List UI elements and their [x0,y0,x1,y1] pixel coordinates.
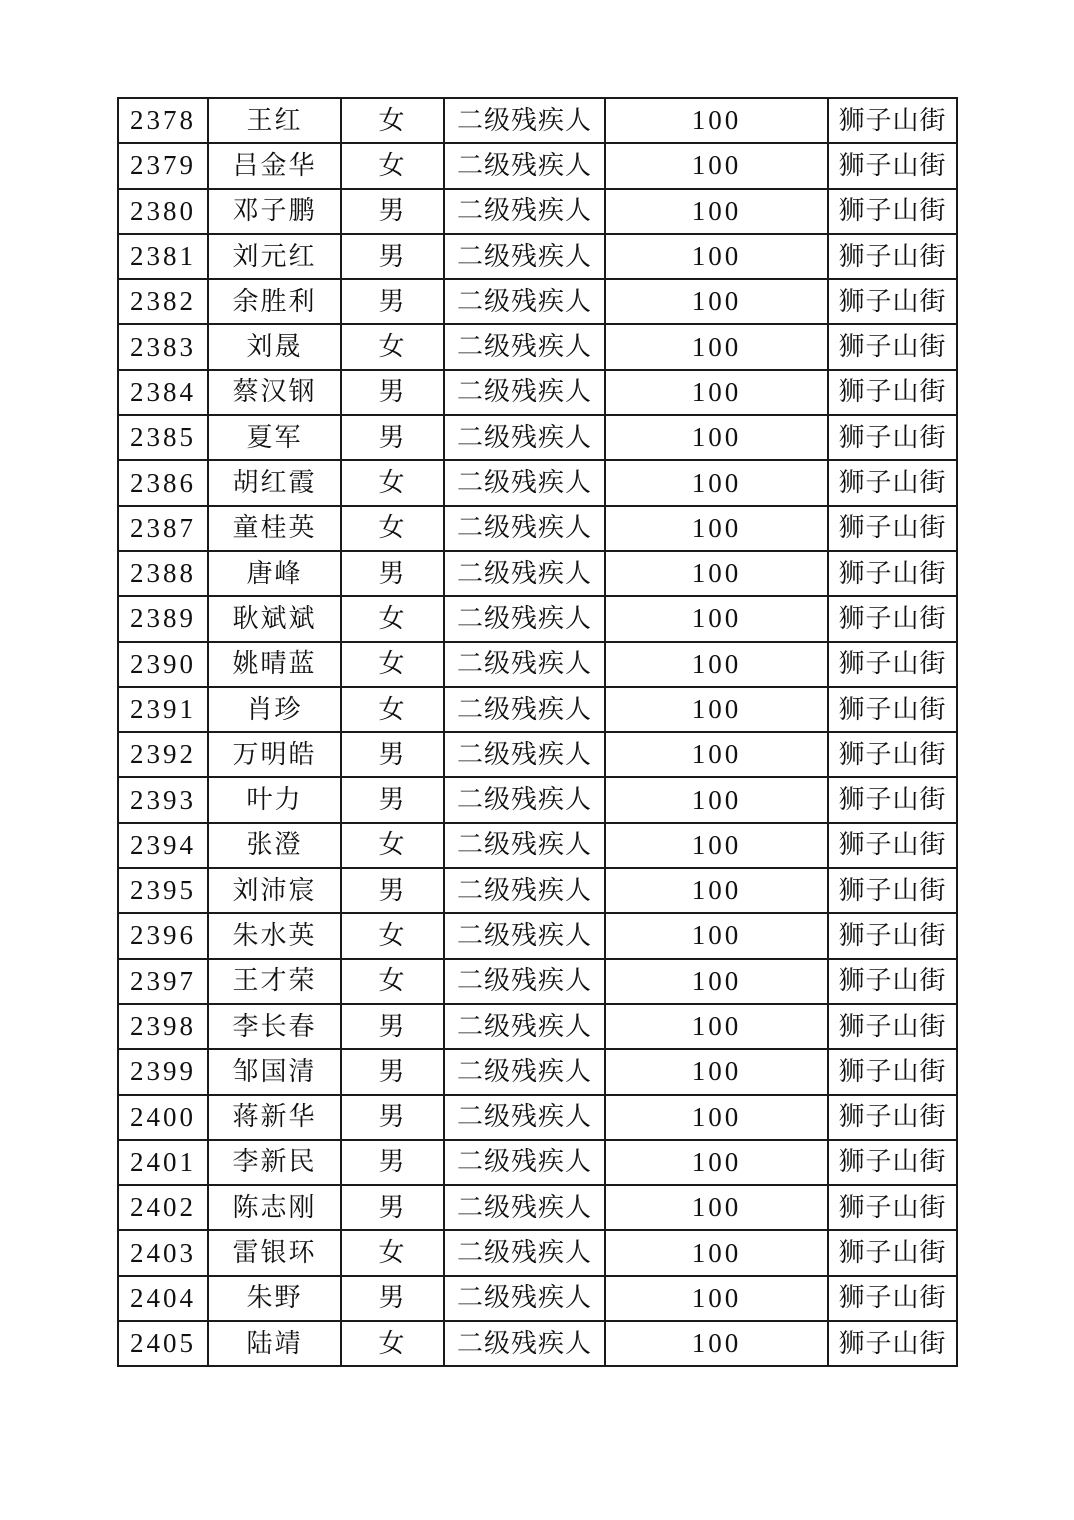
disability-category-cell: 二级残疾人 [444,777,605,822]
disability-category-cell: 二级残疾人 [444,596,605,641]
serial-number-cell: 2383 [118,324,208,369]
gender-cell: 女 [341,687,444,732]
amount-cell: 100 [605,687,828,732]
table-row [118,1276,957,1321]
person-name-cell: 万明皓 [208,732,341,777]
person-name-cell: 张澄 [208,823,341,868]
table-row [118,868,957,913]
table-row [118,98,957,143]
amount-cell: 100 [605,189,828,234]
street-cell: 狮子山街 [828,1140,957,1185]
table-row [118,279,957,324]
disability-category-cell: 二级残疾人 [444,1049,605,1094]
serial-number-cell: 2394 [118,823,208,868]
street-cell: 狮子山街 [828,868,957,913]
amount-cell: 100 [605,1321,828,1366]
street-cell: 狮子山街 [828,506,957,551]
gender-cell: 女 [341,823,444,868]
gender-cell: 男 [341,1095,444,1140]
disability-category-cell: 二级残疾人 [444,98,605,143]
table-row [118,1140,957,1185]
person-name-cell: 余胜利 [208,279,341,324]
gender-cell: 女 [341,143,444,188]
person-name-cell: 蔡汉钢 [208,370,341,415]
disability-category-cell: 二级残疾人 [444,506,605,551]
gender-cell: 男 [341,189,444,234]
street-cell: 狮子山街 [828,823,957,868]
disability-category-cell: 二级残疾人 [444,143,605,188]
person-name-cell: 邹国清 [208,1049,341,1094]
amount-cell: 100 [605,506,828,551]
table-row [118,777,957,822]
table-row [118,687,957,732]
serial-number-cell: 2395 [118,868,208,913]
table-row [118,143,957,188]
street-cell: 狮子山街 [828,732,957,777]
street-cell: 狮子山街 [828,324,957,369]
person-name-cell: 夏军 [208,415,341,460]
person-name-cell: 唐峰 [208,551,341,596]
serial-number-cell: 2390 [118,642,208,687]
serial-number-cell: 2392 [118,732,208,777]
gender-cell: 女 [341,506,444,551]
person-name-cell: 刘元红 [208,234,341,279]
disability-category-cell: 二级残疾人 [444,1095,605,1140]
serial-number-cell: 2402 [118,1185,208,1230]
gender-cell: 男 [341,1004,444,1049]
street-cell: 狮子山街 [828,189,957,234]
amount-cell: 100 [605,460,828,505]
serial-number-cell: 2396 [118,913,208,958]
person-name-cell: 耿斌斌 [208,596,341,641]
gender-cell: 女 [341,1321,444,1366]
person-name-cell: 肖珍 [208,687,341,732]
amount-cell: 100 [605,642,828,687]
amount-cell: 100 [605,1230,828,1275]
street-cell: 狮子山街 [828,1049,957,1094]
street-cell: 狮子山街 [828,1095,957,1140]
person-name-cell: 王红 [208,98,341,143]
serial-number-cell: 2405 [118,1321,208,1366]
subsidy-roster-table [117,97,958,1367]
gender-cell: 女 [341,98,444,143]
amount-cell: 100 [605,98,828,143]
table-row [118,415,957,460]
disability-category-cell: 二级残疾人 [444,1004,605,1049]
amount-cell: 100 [605,777,828,822]
disability-category-cell: 二级残疾人 [444,1140,605,1185]
amount-cell: 100 [605,415,828,460]
serial-number-cell: 2381 [118,234,208,279]
disability-category-cell: 二级残疾人 [444,370,605,415]
disability-category-cell: 二级残疾人 [444,324,605,369]
amount-cell: 100 [605,1004,828,1049]
person-name-cell: 朱水英 [208,913,341,958]
street-cell: 狮子山街 [828,1321,957,1366]
street-cell: 狮子山街 [828,913,957,958]
gender-cell: 女 [341,959,444,1004]
amount-cell: 100 [605,1140,828,1185]
street-cell: 狮子山街 [828,642,957,687]
serial-number-cell: 2382 [118,279,208,324]
table-row [118,1049,957,1094]
street-cell: 狮子山街 [828,687,957,732]
serial-number-cell: 2378 [118,98,208,143]
serial-number-cell: 2397 [118,959,208,1004]
table-row [118,551,957,596]
disability-category-cell: 二级残疾人 [444,913,605,958]
gender-cell: 男 [341,777,444,822]
amount-cell: 100 [605,1276,828,1321]
disability-category-cell: 二级残疾人 [444,732,605,777]
disability-category-cell: 二级残疾人 [444,868,605,913]
serial-number-cell: 2380 [118,189,208,234]
amount-cell: 100 [605,1049,828,1094]
street-cell: 狮子山街 [828,777,957,822]
table-row [118,1004,957,1049]
person-name-cell: 姚晴蓝 [208,642,341,687]
disability-category-cell: 二级残疾人 [444,959,605,1004]
disability-category-cell: 二级残疾人 [444,415,605,460]
person-name-cell: 刘晟 [208,324,341,369]
gender-cell: 男 [341,234,444,279]
serial-number-cell: 2389 [118,596,208,641]
serial-number-cell: 2404 [118,1276,208,1321]
gender-cell: 男 [341,868,444,913]
disability-category-cell: 二级残疾人 [444,1321,605,1366]
table-row [118,959,957,1004]
serial-number-cell: 2401 [118,1140,208,1185]
gender-cell: 男 [341,279,444,324]
disability-category-cell: 二级残疾人 [444,279,605,324]
gender-cell: 女 [341,324,444,369]
table-row [118,1230,957,1275]
serial-number-cell: 2388 [118,551,208,596]
amount-cell: 100 [605,324,828,369]
street-cell: 狮子山街 [828,143,957,188]
disability-category-cell: 二级残疾人 [444,460,605,505]
amount-cell: 100 [605,868,828,913]
person-name-cell: 邓子鹏 [208,189,341,234]
gender-cell: 男 [341,732,444,777]
table-row [118,1185,957,1230]
street-cell: 狮子山街 [828,1004,957,1049]
table-row [118,1095,957,1140]
street-cell: 狮子山街 [828,98,957,143]
amount-cell: 100 [605,1185,828,1230]
serial-number-cell: 2403 [118,1230,208,1275]
serial-number-cell: 2384 [118,370,208,415]
amount-cell: 100 [605,143,828,188]
gender-cell: 男 [341,1185,444,1230]
street-cell: 狮子山街 [828,234,957,279]
amount-cell: 100 [605,1095,828,1140]
gender-cell: 女 [341,642,444,687]
serial-number-cell: 2400 [118,1095,208,1140]
street-cell: 狮子山街 [828,460,957,505]
disability-category-cell: 二级残疾人 [444,1185,605,1230]
person-name-cell: 朱野 [208,1276,341,1321]
table-row [118,596,957,641]
person-name-cell: 叶力 [208,777,341,822]
street-cell: 狮子山街 [828,370,957,415]
gender-cell: 男 [341,370,444,415]
amount-cell: 100 [605,596,828,641]
amount-cell: 100 [605,913,828,958]
gender-cell: 男 [341,551,444,596]
gender-cell: 女 [341,460,444,505]
person-name-cell: 王才荣 [208,959,341,1004]
gender-cell: 男 [341,1140,444,1185]
person-name-cell: 胡红霞 [208,460,341,505]
street-cell: 狮子山街 [828,415,957,460]
gender-cell: 女 [341,1230,444,1275]
disability-category-cell: 二级残疾人 [444,687,605,732]
table-body [118,98,957,1366]
serial-number-cell: 2386 [118,460,208,505]
serial-number-cell: 2399 [118,1049,208,1094]
table-row [118,324,957,369]
table-row [118,370,957,415]
person-name-cell: 吕金华 [208,143,341,188]
disability-category-cell: 二级残疾人 [444,1276,605,1321]
street-cell: 狮子山街 [828,596,957,641]
amount-cell: 100 [605,551,828,596]
amount-cell: 100 [605,823,828,868]
disability-category-cell: 二级残疾人 [444,642,605,687]
disability-category-cell: 二级残疾人 [444,234,605,279]
gender-cell: 男 [341,1049,444,1094]
serial-number-cell: 2398 [118,1004,208,1049]
table-row [118,823,957,868]
gender-cell: 男 [341,1276,444,1321]
amount-cell: 100 [605,370,828,415]
person-name-cell: 陆靖 [208,1321,341,1366]
person-name-cell: 刘沛宸 [208,868,341,913]
gender-cell: 女 [341,913,444,958]
person-name-cell: 雷银环 [208,1230,341,1275]
street-cell: 狮子山街 [828,279,957,324]
person-name-cell: 陈志刚 [208,1185,341,1230]
serial-number-cell: 2385 [118,415,208,460]
table-row [118,1321,957,1366]
table-row [118,642,957,687]
amount-cell: 100 [605,732,828,777]
table-row [118,913,957,958]
person-name-cell: 李长春 [208,1004,341,1049]
serial-number-cell: 2393 [118,777,208,822]
person-name-cell: 蒋新华 [208,1095,341,1140]
street-cell: 狮子山街 [828,1185,957,1230]
table-row [118,189,957,234]
street-cell: 狮子山街 [828,959,957,1004]
amount-cell: 100 [605,959,828,1004]
table-row [118,732,957,777]
person-name-cell: 童桂英 [208,506,341,551]
table-row [118,506,957,551]
street-cell: 狮子山街 [828,551,957,596]
serial-number-cell: 2391 [118,687,208,732]
disability-category-cell: 二级残疾人 [444,551,605,596]
table-row [118,234,957,279]
serial-number-cell: 2379 [118,143,208,188]
gender-cell: 男 [341,415,444,460]
disability-category-cell: 二级残疾人 [444,1230,605,1275]
table-row [118,460,957,505]
amount-cell: 100 [605,279,828,324]
disability-category-cell: 二级残疾人 [444,823,605,868]
street-cell: 狮子山街 [828,1276,957,1321]
disability-category-cell: 二级残疾人 [444,189,605,234]
person-name-cell: 李新民 [208,1140,341,1185]
gender-cell: 女 [341,596,444,641]
serial-number-cell: 2387 [118,506,208,551]
amount-cell: 100 [605,234,828,279]
street-cell: 狮子山街 [828,1230,957,1275]
